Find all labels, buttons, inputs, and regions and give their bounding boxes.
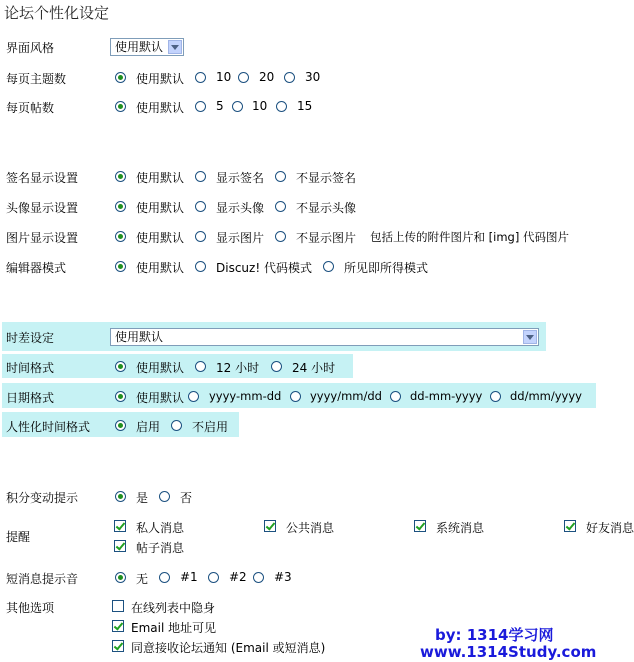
signature-option-show: 显示签名 [216,171,265,185]
editor-option-discuzcode: Discuz! 代码模式 [216,261,312,275]
images-option-default: 使用默认 [136,231,185,245]
chevron-down-icon[interactable] [168,40,182,54]
radio-humantime-off[interactable] [171,420,182,431]
threads-option-10: 10 [216,70,232,84]
reminder-private-label: 私人消息 [136,521,185,535]
date-option-dmy-slash: dd/mm/yyyy [510,389,582,403]
checkbox-reminder-private[interactable] [114,520,126,532]
radio-date-ymd-dash[interactable] [188,391,199,402]
style-select-value: 使用默认 [115,40,164,54]
posts-option-default: 使用默认 [136,101,185,115]
threads-option-default: 使用默认 [136,72,185,86]
radio-images-default[interactable] [115,231,126,242]
radio-time-default[interactable] [115,361,126,372]
images-option-hide: 不显示图片 [296,231,357,245]
radio-credit-no[interactable] [159,491,170,502]
images-option-show: 显示图片 [216,231,265,245]
threads-option-20: 20 [259,70,275,84]
humantime-option-off: 不启用 [192,420,229,434]
chevron-down-icon[interactable] [523,330,537,344]
sound-option-none: 无 [136,572,149,586]
radio-editor-wysiwyg[interactable] [323,261,334,272]
radio-signature-hide[interactable] [275,171,286,182]
reminder-system-label: 系统消息 [436,521,485,535]
checkbox-accept-notice[interactable] [112,640,124,652]
avatar-label: 头像显示设置 [6,201,79,215]
posts-per-page-label: 每页帖数 [6,101,55,115]
reminder-friend-label: 好友消息 [586,521,634,535]
radio-time-24h[interactable] [271,361,282,372]
checkbox-email-visible[interactable] [112,620,124,632]
avatar-option-default: 使用默认 [136,201,185,215]
other-invisible-label: 在线列表中隐身 [131,601,216,615]
time-option-24h: 24 小时 [292,361,336,375]
radio-signature-default[interactable] [115,171,126,182]
other-options-label: 其他选项 [6,601,55,615]
page-title: 论坛个性化设定 [4,4,110,22]
radio-threads-default[interactable] [115,72,126,83]
date-format-label: 日期格式 [6,391,55,405]
watermark-line2: www.1314Study.com [420,643,597,661]
checkbox-reminder-post[interactable] [114,540,126,552]
watermark-line1: by: 1314学习网 [435,626,554,644]
signature-option-default: 使用默认 [136,171,185,185]
human-time-label: 人性化时间格式 [6,420,91,434]
radio-date-dmy-slash[interactable] [490,391,501,402]
avatar-option-hide: 不显示头像 [296,201,357,215]
radio-sound-1[interactable] [159,572,170,583]
credit-option-no: 否 [180,491,193,505]
radio-date-dmy-dash[interactable] [390,391,401,402]
timezone-select-value: 使用默认 [115,330,164,344]
other-email-label: Email 地址可见 [131,621,217,635]
images-label: 图片显示设置 [6,231,79,245]
radio-images-show[interactable] [195,231,206,242]
radio-images-hide[interactable] [275,231,286,242]
radio-date-ymd-slash[interactable] [290,391,301,402]
radio-posts-10[interactable] [232,101,243,112]
radio-time-12h[interactable] [195,361,206,372]
date-option-ymd-slash: yyyy/mm/dd [310,389,382,403]
threads-per-page-label: 每页主题数 [6,72,67,86]
pm-sound-label: 短消息提示音 [6,572,79,586]
signature-option-hide: 不显示签名 [296,171,357,185]
time-option-default: 使用默认 [136,361,185,375]
reminder-post-label: 帖子消息 [136,541,185,555]
reminder-public-label: 公共消息 [286,521,335,535]
radio-posts-default[interactable] [115,101,126,112]
editor-label: 编辑器模式 [6,261,67,275]
radio-editor-discuzcode[interactable] [195,261,206,272]
radio-signature-show[interactable] [195,171,206,182]
style-label: 界面风格 [6,41,55,55]
posts-option-15: 15 [297,99,313,113]
time-option-12h: 12 小时 [216,361,260,375]
radio-sound-3[interactable] [253,572,264,583]
date-option-dmy-dash: dd-mm-yyyy [410,389,483,403]
radio-editor-default[interactable] [115,261,126,272]
radio-humantime-on[interactable] [115,420,126,431]
radio-date-default[interactable] [115,391,126,402]
signature-label: 签名显示设置 [6,171,79,185]
credit-option-yes: 是 [136,491,149,505]
other-notice-label: 同意接收论坛通知 (Email 或短消息) [131,641,326,655]
sound-option-2: #2 [229,570,247,584]
radio-posts-5[interactable] [195,101,206,112]
posts-option-5: 5 [216,99,224,113]
radio-avatar-hide[interactable] [275,201,286,212]
checkbox-reminder-system[interactable] [414,520,426,532]
date-option-default: 使用默认 [136,391,185,405]
sound-option-3: #3 [274,570,292,584]
radio-avatar-default[interactable] [115,201,126,212]
posts-option-10: 10 [252,99,268,113]
radio-threads-30[interactable] [284,72,295,83]
threads-option-30: 30 [305,70,321,84]
editor-option-wysiwyg: 所见即所得模式 [344,261,429,275]
checkbox-reminder-public[interactable] [264,520,276,532]
checkbox-reminder-friend[interactable] [564,520,576,532]
style-select[interactable] [110,38,184,56]
images-note: 包括上传的附件图片和 [img] 代码图片 [370,230,569,244]
sound-option-1: #1 [180,570,198,584]
timezone-select[interactable] [110,328,539,346]
timezone-label: 时差设定 [6,331,55,345]
radio-sound-none[interactable] [115,572,126,583]
radio-threads-10[interactable] [195,72,206,83]
radio-avatar-show[interactable] [195,201,206,212]
humantime-option-on: 启用 [136,420,161,434]
avatar-option-show: 显示头像 [216,201,265,215]
radio-sound-2[interactable] [208,572,219,583]
radio-credit-yes[interactable] [115,491,126,502]
time-format-label: 时间格式 [6,361,55,375]
radio-threads-20[interactable] [238,72,249,83]
credit-notice-label: 积分变动提示 [6,491,79,505]
date-option-ymd-dash: yyyy-mm-dd [209,389,282,403]
editor-option-default: 使用默认 [136,261,185,275]
reminders-label: 提醒 [6,530,31,544]
radio-posts-15[interactable] [276,101,287,112]
checkbox-invisible[interactable] [112,600,124,612]
